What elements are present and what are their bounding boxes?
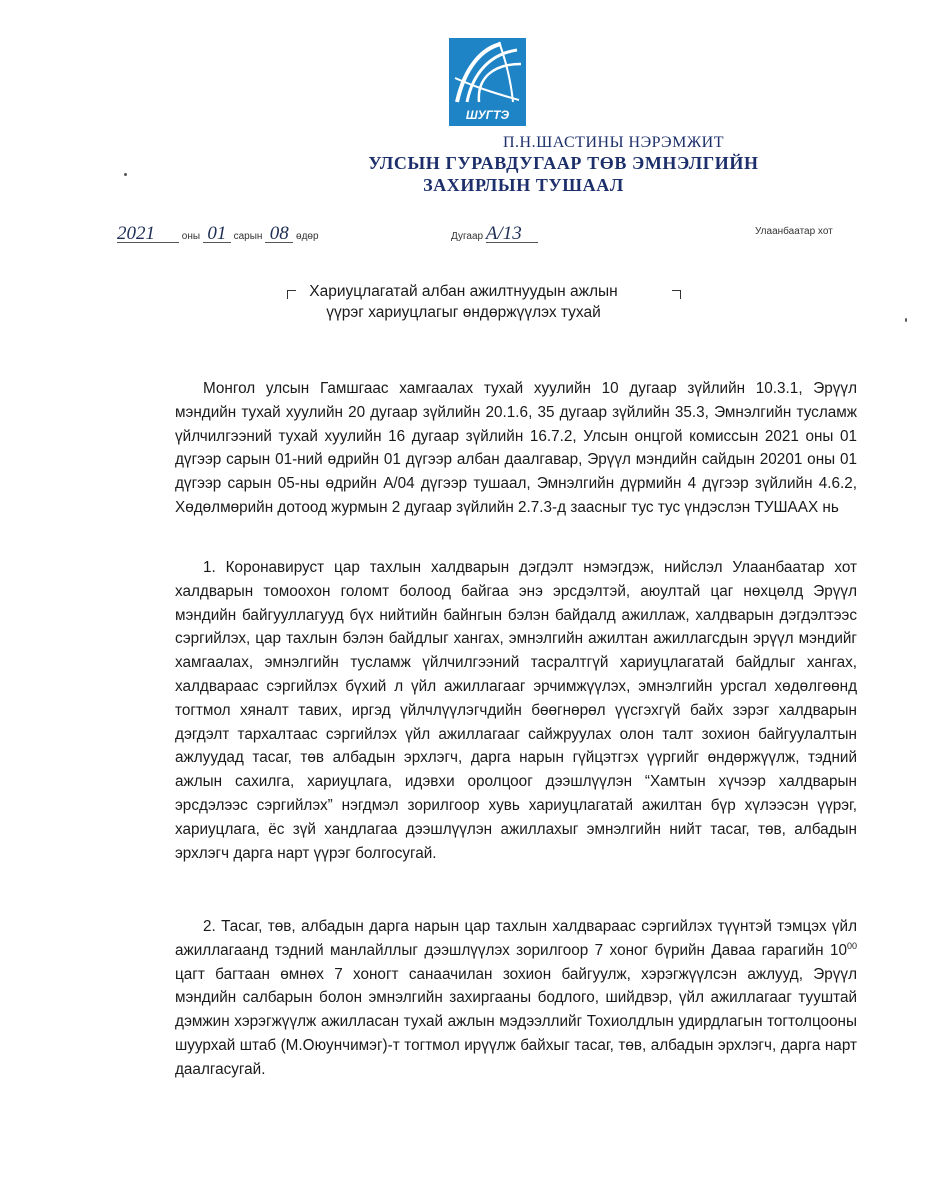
scan-speck (905, 318, 907, 322)
date-month: 01 (203, 226, 231, 243)
legal-basis-paragraph: Монгол улсын Гамшгаас хамгаалах тухай хуулийн 10 дугаар зүйлийн 10.3.1, Эрүүл мэндийн тухай хуулийн 20 дугаар зүйлийн 20.1.6, 35 дугаар зүйлийн 35.3, Эмнэлгийн тусламж үйлчилгээний тухай хуулийн 16 дугаар зүйлийн 16.7.2, Улсын онцгой комиссын 2021 оны 01 дүгээр сарын 01-ний өдрийн 01 дүгээр албан даалгавар, Эрүүл мэндийн сайдын 20201 оны 01 дүгээр сарын 05-ны өдрийн А/04 дүгээр тушаал, Эмнэлгийн дүрмийн 4 дүгээр зүйлийн 4.6.2, Хөдөлмөрийн дотоод журмын 2 дугаар зүйлийн 2.7.3-д заасныг тус тус үндэслэн ТУШААХ нь (175, 380, 857, 516)
date-day-label: өдөр (296, 231, 319, 242)
document-title: ЗАХИРЛЫН ТУШААЛ (423, 175, 624, 195)
order-subject (0, 281, 927, 323)
date-month-label: сарын (233, 231, 263, 242)
order-number: А/13 (486, 226, 538, 243)
subject-line-2: үүрэг хариуцлагыг өндөржүүлэх тухай (326, 304, 601, 321)
subject-line-1: Хариуцлагатай албан ажилтнуудын ажлын (309, 283, 618, 300)
hospital-name: УЛСЫН ГУРАВДУГААР ТӨВ ЭМНЭЛГИЙН (368, 153, 759, 173)
order-number-line (451, 223, 538, 244)
date-day: 08 (265, 226, 293, 243)
city: Улаанбаатар хот (755, 226, 833, 237)
logo-text: ШУГТЭ (465, 108, 510, 122)
order-item-2 (175, 915, 857, 1082)
scan-speck (124, 173, 127, 176)
date-year: 2021 (117, 226, 179, 243)
order-item-2-part-1: 2. Тасаг, төв, албадын дарга нарын цар тахлын халдвараас сэргийлэх түүнтэй тэмцэх үйл ажиллагаанд тэдний манлайллыг дээшлүүлэх зорилгоор 7 хоног бүрийн Даваа гарагийн 10 (175, 918, 857, 959)
hospital-name-prefix: П.Н.ШАСТИНЫ НЭРЭМЖИТ (503, 134, 724, 151)
hospital-logo (449, 38, 526, 126)
date-year-label: оны (181, 231, 201, 242)
order-item-2-superscript: 00 (846, 940, 857, 951)
order-item-2-part-2: цагт багтаан өмнөх 7 хоногт санаачилан зохион байгуулж, хэрэгжүүлсэн ажлууд, Эрүүл мэндийн салбарын болон эмнэлгийн захиргааны бодлого, шийдвэр, үйл ажиллагааг тууштай дэмжин хэрэгжүүлж ажилласан тухай ажлын мэдээллийг Тохиолдлын удирдлагын тогтолцооны шуурхай штаб (М.Оюунчимэг)-т тогтмол ирүүлж байхыг тасаг, төв, албадын эрхлэгч, дарга нарт даалгасугай. (175, 965, 857, 1078)
date-line (117, 223, 319, 244)
order-number-label: Дугаар (451, 231, 484, 242)
order-item-1: 1. Коронавируст цар тахлын халдварын дэгдэлт нэмэгдэж, нийслэл Улаанбаатар хот халдварын томоохон голомт болоод байгаа энэ эрсдэлтэй, аюултай цаг нөхцөлд Эрүүл мэндийн байгууллагууд бүх нийтийн байнгын бэлэн байдалд ажиллаж, халдварын дэгдэлтээс сэргийлэх, цар тахлын бэлэн байдлыг хангах, эмнэлгийн ажилтан ажиллагсдын эрүүл мэндийг хамгаалах, эмнэлгийн тусламж үйлчилгээний тасралтгүй хариуцлагатай байдлыг хангах, халдвараас сэргийлэх бүхий л үйл ажиллагааг эрчимжүүлэх, эмнэлгийн урсгал хөдөлгөөнд тогтмол хяналт тавих, иргэд үйлчлүүлэгчдийн бөөгнөрөл үүсгэхгүй байх зэрэг халдварын дэгдэлт тархалтаас сэргийлэх үйл ажиллагааг сайжруулах олон талт зохион байгуулалтын ажлуудад тасаг, төв албадын эрхлэгч, дарга нарын гүйцэтгэх үүргийг өндөржүүлж, тэдний ажлын сахилга, хариуцлага, идэвхи оролцоог дээшлүүлэн “Хамтын хүчээр халдварын эрсдэлээс сэргийлэх” нэгдмэл зорилгоор хувь хариуцлагатай ажилтан бүр хүлээсэн үүрэг, хариуцлага, ёс зүй хандлагаа дээшлүүлэн ажиллахыг эмнэлгийн нийт тасаг, төв, албадын эрхлэгч дарга нарт үүрэг болгосугай. (175, 559, 857, 862)
